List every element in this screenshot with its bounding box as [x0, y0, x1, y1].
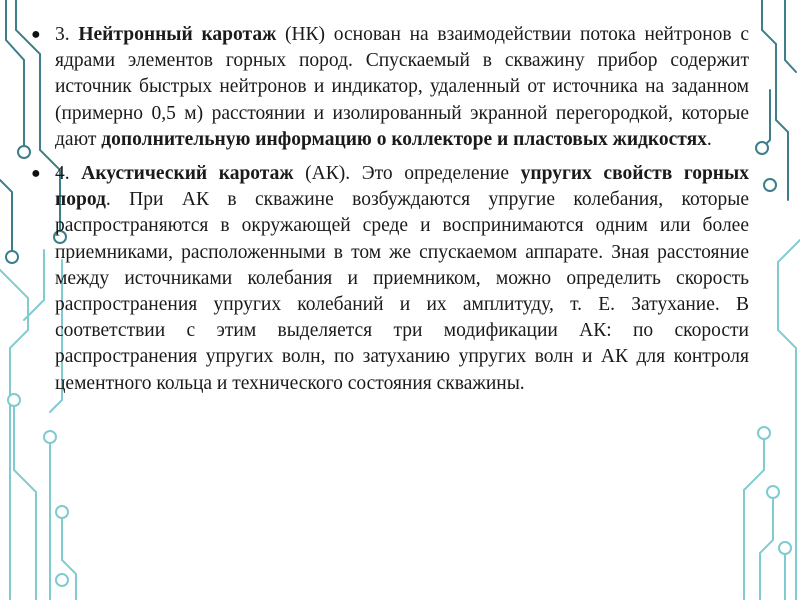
bullet-dot-icon: ● [31, 165, 41, 183]
bullet-neutron-logging [31, 22, 749, 153]
circuit-line [785, 0, 796, 72]
circuit-node [767, 486, 779, 498]
circuit-node [6, 251, 18, 263]
body-text: . При АК в скважине возбуждаются упругие колебания, которые распространяются в окружающей среде и воспринимаются одним или более приемниками, расположенными в том же спускаемом аппарате. Зная расстояние между источниками колебания и приемником, можно определить скорость распространения упругих колебаний и их амплитуду, т. Е. Затухание. В соответствии с этим выделяется три модификации АК: по скорости распространения упругих волн, по затуханию упругих волн и АК для контроля цементного кольца и технического состояния скважины. [55, 189, 749, 394]
circuit-node [8, 394, 20, 406]
bullet-dot-icon: ● [31, 26, 41, 43]
circuit-node [44, 431, 56, 443]
circuit-node [779, 542, 791, 554]
highlight-bold: упругих свойств горных пород [55, 163, 750, 211]
circuit-node [18, 146, 30, 158]
circuit-line [760, 498, 773, 600]
circuit-line [0, 180, 12, 250]
body-text: . [706, 128, 712, 150]
circuit-line [62, 518, 76, 600]
circuit-node [764, 179, 776, 191]
circuit-node [56, 574, 68, 586]
highlight-bold: дополнительную информацию о коллекторе и пластовых жидкостях [101, 128, 707, 150]
body-text: (АК). Это определение [293, 163, 521, 185]
term-bold: Акустический каротаж [81, 163, 294, 185]
circuit-node [756, 142, 768, 154]
circuit-line [762, 90, 770, 148]
slide-content [31, 22, 749, 397]
term-bold: Нейтронный каротаж [78, 24, 277, 45]
bullet-acoustic-logging [31, 161, 749, 397]
bullet-number: 4. [55, 163, 82, 185]
circuit-node [758, 427, 770, 439]
body-text: (НК) основан на взаимодействии потока нейтронов с ядрами элементов горных пород. Спускаемый в скважину прибор содержит источник быстрых нейтронов и индикатор, удаленный от источника на заданном (примерно 0,5 м) расстоянии и изолированный экранной перегородкой, которые дают [55, 24, 750, 150]
circuit-line [14, 406, 36, 600]
circuit-node [56, 506, 68, 518]
bullet-number: 3. [55, 24, 79, 45]
